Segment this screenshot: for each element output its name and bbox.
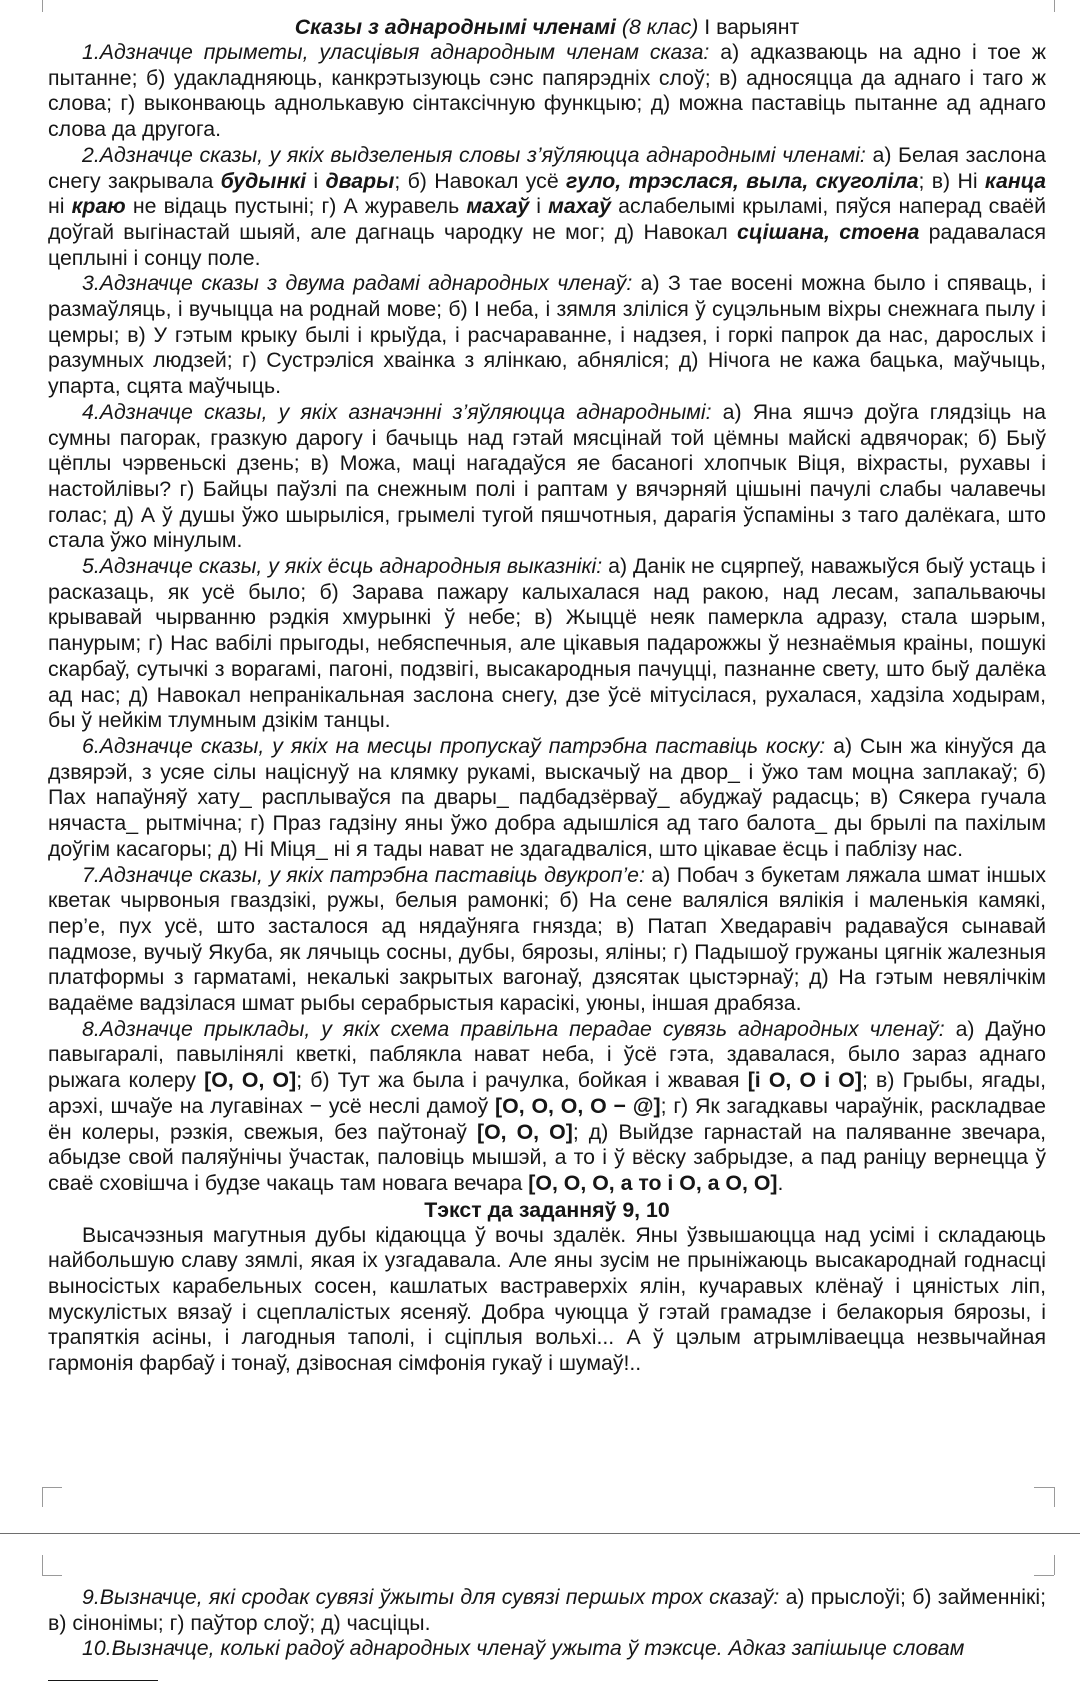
scheme: [і О, О і О]	[747, 1068, 862, 1093]
question-8	[48, 1017, 1046, 1197]
title-variant: І варыянт	[698, 15, 800, 39]
highlighted-word: краю	[71, 194, 126, 219]
question-2-text: ні	[48, 194, 72, 219]
crop-mark-bottom-left-h	[42, 1487, 62, 1488]
question-8-text: ; г) Як загадкавы чараўнік, раскладвае ён колеры, рэзкія, свежыя, без паўтонаў	[48, 1093, 1046, 1144]
page-break-line	[0, 1533, 1080, 1534]
question-8-text: ; д) Выйдзе гарнастай на паляванне звечара, абыдзе свой паляўнічы ўчастак, паловіць мышэй, а то і ў вёску забрыдзе, а пад раніцу вернецца ў сваё сховішча і будзе чакаць там новага вечара	[48, 1119, 1046, 1195]
crop-mark-top-left	[42, 0, 43, 12]
question-9	[48, 1585, 1046, 1636]
question-5-options: а) Данік не сцярпеў, наважыўся быў устаць і расказаць, як усё было; б) Зарава пажару калыхалася над ракою, над лесам, запальваючы крывавай чырванню рэдкія хмурынкі ў небе; в) Жыццё неяк памеркла адразу, стала шэрым, панурым; г) Нас вабілі прыгоды, небяспечныя, але цікавыя падарожжы ў незнаёмыя краіны, пошукі скарбаў, сутычкі з ворагамі, пагоні, подзвігі, высакародныя пачуцці, пазнанне свету, што быў далёка ад нас; д) Навокал непранікальная заслона снегу, дзе ўсё мітусілася, рухалася, хадзіла ходырам, бы ў нейкім тлумным дзікім танцы.	[48, 554, 1046, 733]
question-8-text: ; в) Грыбы, ягады, арэхі, шчаўе на лугавінах − усё неслі дамоў	[48, 1068, 1046, 1118]
highlighted-word: сцішана, стоена	[737, 219, 920, 244]
highlighted-word: махаў	[548, 194, 612, 219]
question-1	[48, 40, 1046, 143]
scheme: [О, О, О]	[476, 1119, 573, 1144]
question-8-prompt: 8.Адзначце прыклады, у якіх схема правільна перадае сувязь аднародных членаў:	[82, 1016, 945, 1041]
text-section-body: Высачэзныя магутныя дубы кідаюцца ў вочы здалёк. Яны ўзвышаюцца над усімі і складаюць найбольшую славу зямлі, якая іх узгадавала. Але яны зусім не прыніжаюць высакароднай годнасці выносістых карабельных сосен, кашлатых вастраверхіх ялін, кучаравых клёнаў і цяністых ліп, мускулістых вязаў і сцеплалістых ясеняў. Добра чуюцца ў гэтай грамадзе і белакорыя бярозы, і трапяткія асіны, і лагодныя таполі, і сціплыя вольхі... А ў цэлым атрымліваецца незвычайная гармонія фарбаў і тонаў, дзівосная сімфонія гукаў і шумаў!..	[48, 1222, 1046, 1376]
crop-mark-page2-left-h	[42, 1575, 62, 1576]
question-4-options: а) Яна яшчэ доўга глядзіць на сумны пагорак, гразкую дарогу і бачыць над гэтай мясцінай той цёмны майскі адвячорак; б) Быў цёплы чэрвеньскі дзень; в) Можа, маці нагадаўся яе басаногі хлопчык Віця, віхрасты, рухавы і настойлівы? г) Байцы паўзлі па снежным полі і раптам у вячэрняй цішыні пачулі слабы чалавечы голас; д) А ў душы ўжо шырыліся, грымелі тугой пяшчотныя, дарагія ўспаміны з таго далёкага, што стала ўжо мінулым.	[48, 399, 1046, 553]
question-5	[48, 554, 1046, 734]
question-6	[48, 734, 1046, 863]
title-main: Сказы з аднароднымі членамі	[294, 15, 616, 39]
question-2-text: аслабелымі крыламі, пяўся наперад сваёй доўгай выгінастай шыяй, але дагнаць чародку не мог; д) Навокал	[48, 194, 1046, 244]
highlighted-word: будынкі	[220, 168, 307, 193]
crop-mark-bottom-right-h	[1034, 1487, 1054, 1488]
crop-mark-page2-left-v	[42, 1555, 43, 1575]
question-10-prompt: 10.Вызначце, колькі радоў аднародных членаў ужыта ў тэксце. Адказ запішыце словам	[82, 1636, 965, 1661]
scheme: [О, О, О]	[204, 1068, 297, 1093]
question-2-text: а) Белая заслона снегу закрывала	[48, 142, 1046, 193]
question-4	[48, 400, 1046, 554]
answer-line-row	[48, 1662, 1046, 1688]
highlighted-word: двары	[325, 168, 395, 193]
scheme: [О, О, О, а то і О, а О, О]	[528, 1170, 778, 1195]
crop-mark-bottom-right-v	[1054, 1487, 1055, 1507]
question-2-text: не відаць пустыні; г) А журавель	[125, 194, 467, 219]
crop-mark-top-right	[1054, 0, 1055, 12]
question-2	[48, 143, 1046, 272]
question-7	[48, 863, 1046, 1017]
question-2-text: радавалася цеплыні і сонцу поле.	[48, 219, 1047, 270]
question-6-options: а) Сын жа кінуўся да дзвярэй, з усяе сілы націснуў на клямку рукамі, выскачыў на двор_ і ўжо там моцна заплакаў; б) Пах напаўняў хату_ расплываўся па двары_ падбадзёрваў_ абуджаў радасць; в) Сякера гучала нячаста_ рытмічна; г) Праз гадзіну яны ўжо добра адышліся ад таго балота_ ды брылі па пахілым доўгім касагоры; д) Ні Міця_ ні я тады нават не здагадваліся, што цікавае ёсць і паблізу нас.	[48, 733, 1046, 861]
question-2-text: ; б) Навокал усё	[394, 168, 567, 193]
text-section-heading: Тэкст да заданняў 9, 10	[424, 1197, 670, 1222]
question-3-options: а) З тае восені можна было і спяваць, і размаўляць, і вучыцца на роднай мове; б) І неба, і зямля зліліся ў суцэльным віхры снежнага пылу і цемры; в) У гэтым крыку былі і крыўда, і расчараванне, і надзея, і горкі папрок да нас, дарослых і разумных людзей; г) Сустрэліся хваінка з ялінкаю, абняліся; д) Нічога не кажа бацька, маўчыць, упарта, сцята маўчыць.	[48, 271, 1046, 399]
question-7-options: а) Побач з букетам ляжала шмат іншых кветак чырвоныя гваздзікі, ружы, белыя рамонкі; б) На сене валяліся вялікія і маленькія камякі, пер’е, пух усё, што засталося ад нядаўняга гнязда; в) Патап Хведаравіч радаваўся сынавай падмозе, вучыў Якуба, як лячыць сосны, дубы, бярозы, яліны; г) Падышоў гружаны цягнік жалезныя платформы з гарматамі, некалькі закрытых вагонаў, дзясятак цыстэрнаў; д) На гэтым невялічкім вадаёме вадзілася шмат рыбы серабрыстыя карасікі, уюны, іншая драбяза.	[48, 862, 1046, 1016]
highlighted-word: махаў	[466, 194, 530, 219]
page-two	[48, 1585, 1046, 1688]
question-7-prompt: 7.Адзначце сказы, у якіх патрэбна паставіць двукроп’е:	[82, 862, 645, 887]
question-6-prompt: 6.Адзначце сказы, у якіх на месцы пропускаў патрэбна паставіць коску:	[82, 733, 826, 758]
question-9-prompt: 9.Вызначце, які сродак сувязі ўжыты для сувязі першых трох сказаў:	[82, 1585, 780, 1609]
question-5-prompt: 5.Адзначце сказы, у якіх ёсць аднародныя выказнікі:	[82, 554, 603, 579]
question-1-prompt: 1.Адзначце прыметы, уласцівыя аднародным членам сказа:	[82, 40, 710, 64]
question-4-prompt: 4.Адзначце сказы, у якіх азначэнні з’яўляюцца аднароднымі:	[82, 399, 712, 424]
question-8-text: .	[777, 1170, 784, 1195]
question-3-prompt: 3.Адзначце сказы з двума радамі аднародных членаў:	[82, 271, 633, 296]
question-9-options: а) прыслоўі; б) займеннікі; в) сінонімы; г) паўтор слоў; д) часціцы.	[48, 1585, 1046, 1635]
scheme: [О, О, О, О − @]	[495, 1093, 661, 1118]
crop-mark-bottom-left-v	[42, 1487, 43, 1507]
question-10	[48, 1636, 1046, 1662]
question-2-prompt: 2.Адзначце сказы, у якіх выдзеленыя словы з’яўляюцца аднароднымі членамі:	[82, 142, 866, 167]
page-title	[48, 14, 1046, 40]
crop-mark-page2-right-h	[1034, 1575, 1054, 1576]
page-one	[48, 14, 1046, 1377]
question-2-text: і	[306, 168, 326, 193]
question-3	[48, 271, 1046, 400]
crop-mark-page2-right-v	[1054, 1555, 1055, 1575]
highlighted-word: канца	[984, 168, 1047, 193]
question-1-options: а) адказваюць на адно і тое ж пытанне; б) удакладняюць, канкрэтызуюць сэнс папярэдніх слоў; в) адносяцца да аднаго і таго ж слова; г) выконваюць аднолькавую сінтаксічную функцыю; д) можна паставіць пытанне ад аднаго слова да другога.	[48, 40, 1046, 142]
title-grade: (8 клас)	[615, 15, 699, 39]
question-8-text: ; б) Тут жа была і рачулка, бойкая і жвавая	[296, 1068, 748, 1093]
question-8-text: а) Даўно павыгаралі, павылінялі кветкі, паблякла нават неба, і ўсё гэта, здавалася, было зараз аднаго рыжага колеру	[48, 1016, 1046, 1093]
highlighted-word: гуло, трэслася, выла, скуголіла	[566, 168, 919, 193]
answer-blank-line[interactable]	[48, 1662, 158, 1681]
question-2-text: і	[529, 194, 549, 219]
question-2-text: ; в) Ні	[918, 168, 985, 193]
